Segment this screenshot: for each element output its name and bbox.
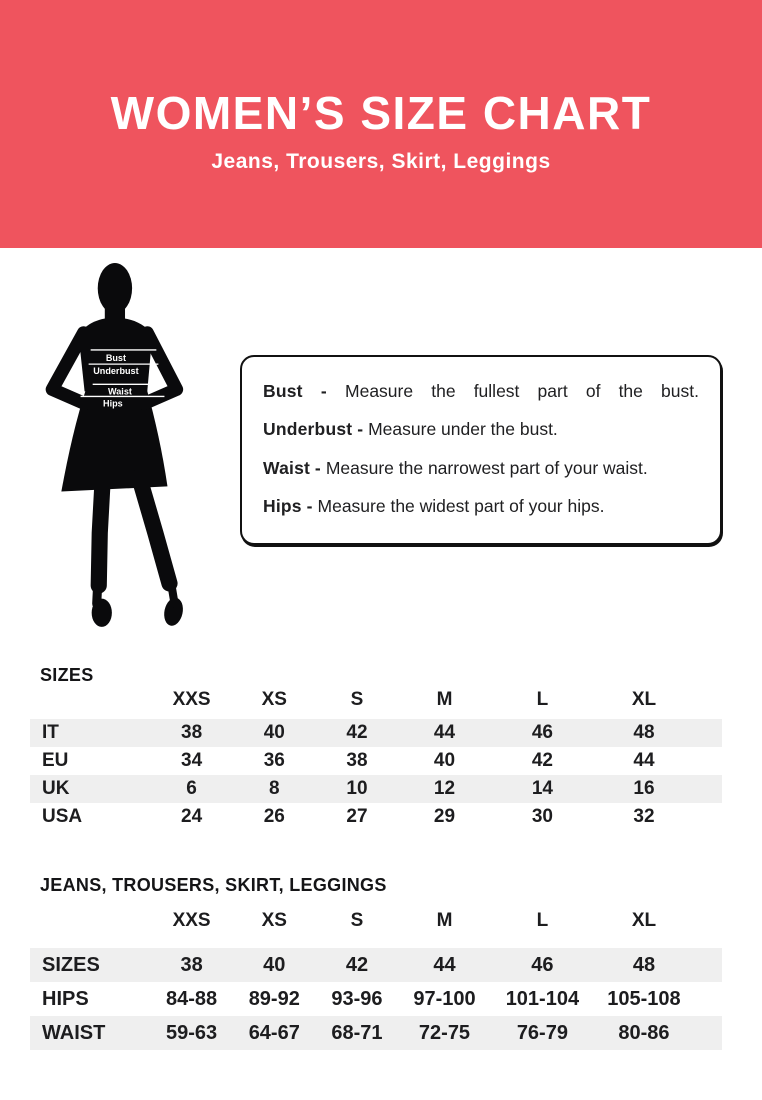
table-row-sizes: [30, 948, 722, 982]
size-cell: 76-79: [516, 1021, 568, 1044]
size-cell: 34: [181, 750, 203, 771]
size-cell: 42: [346, 722, 368, 743]
size-cell: 42: [531, 750, 553, 771]
size-cell: 6: [186, 778, 197, 799]
size-cell: 30: [531, 806, 553, 827]
column-header: L: [536, 689, 549, 710]
size-cell: 27: [346, 806, 368, 827]
size-cell: 68-71: [331, 1021, 383, 1044]
header-banner: [0, 0, 762, 248]
definition-dash: -: [357, 419, 364, 440]
size-cell: 29: [433, 806, 456, 827]
row-label: USA: [42, 806, 83, 827]
size-cell: 42: [345, 953, 369, 976]
row-label: IT: [42, 722, 59, 743]
sizes-table-header-row: [30, 689, 722, 719]
size-cell: 32: [633, 806, 655, 827]
size-cell: 38: [346, 750, 368, 771]
size-cell: 59-63: [166, 1021, 218, 1044]
table-row-eu: [30, 747, 722, 775]
column-header: XXS: [172, 910, 211, 931]
table-row-it: [30, 719, 722, 747]
garment-table-title: JEANS, TROUSERS, SKIRT, LEGGINGS: [40, 875, 387, 895]
definition-term: Hips: [263, 495, 302, 516]
underbust-mark-label: Underbust: [93, 366, 139, 377]
size-cell: 40: [433, 750, 456, 771]
size-cell: 97-100: [413, 987, 476, 1010]
size-cell: 8: [268, 778, 280, 799]
measurement-definitions-box: [240, 355, 722, 545]
definition-waist: [263, 459, 699, 478]
definition-dash: -: [306, 495, 313, 516]
size-cell: 101-104: [505, 987, 580, 1010]
size-cell: 24: [181, 806, 203, 827]
size-cell: 80-86: [618, 1021, 670, 1044]
hips-mark-label: Hips: [103, 398, 123, 409]
column-header: XL: [631, 910, 657, 931]
row-label: SIZES: [42, 953, 100, 976]
definition-underbust: [263, 420, 699, 439]
size-cell: 44: [433, 722, 456, 743]
size-cell: 38: [181, 722, 203, 743]
size-cell: 46: [531, 722, 553, 743]
sizes-table-title: SIZES: [40, 665, 94, 685]
table-row-uk: [30, 775, 722, 803]
bust-mark-label: Bust: [105, 353, 127, 364]
definition-text: Measure the widest part of your hips.: [317, 495, 605, 516]
column-header: M: [436, 689, 453, 710]
size-cell: 12: [433, 778, 456, 799]
size-cell: 64-67: [248, 1021, 300, 1044]
size-cell: 40: [263, 722, 285, 743]
column-header: XS: [261, 910, 287, 931]
size-cell: 44: [433, 953, 456, 976]
table-row-waist: [30, 1016, 722, 1050]
table-row-usa: [30, 803, 722, 831]
definition-dash: -: [320, 381, 327, 401]
definition-dash: -: [314, 457, 321, 478]
row-label: HIPS: [42, 987, 89, 1010]
row-label: EU: [42, 750, 69, 771]
row-label: UK: [42, 778, 70, 799]
woman-silhouette-illustration: [40, 260, 206, 634]
size-cell: 105-108: [607, 987, 681, 1010]
size-cell: 48: [632, 953, 656, 976]
definition-bust: [263, 382, 699, 401]
page-title: WOMEN’S SIZE CHART: [110, 87, 652, 139]
column-header: L: [536, 910, 549, 931]
definition-text: Measure the narrowest part of your waist.: [325, 457, 648, 478]
definition-term: Waist: [263, 457, 311, 478]
corner-cell: [30, 689, 150, 719]
garment-table-header-row: [30, 910, 722, 948]
size-cell: 40: [263, 953, 286, 976]
sizes-table: [30, 689, 722, 831]
column-header: S: [350, 689, 364, 710]
waist-mark-label: Waist: [108, 386, 132, 397]
size-cell: 46: [531, 953, 554, 976]
garment-table: [30, 910, 722, 1050]
size-cell: 38: [180, 953, 203, 976]
column-header: XS: [261, 689, 287, 710]
size-tables-section: [0, 658, 762, 1050]
size-cell: 16: [633, 778, 655, 799]
corner-cell: [30, 910, 150, 948]
size-cell: 93-96: [331, 987, 383, 1010]
definition-term: Underbust: [263, 419, 353, 440]
column-header: M: [436, 910, 453, 931]
size-cell: 14: [531, 778, 553, 799]
column-header: XXS: [172, 689, 211, 710]
column-header: S: [350, 910, 364, 931]
definition-text: Measure the fullest part of the bust.: [345, 381, 699, 401]
size-cell: 72-75: [418, 1021, 471, 1044]
size-cell: 89-92: [248, 987, 300, 1010]
table-row-hips: [30, 982, 722, 1016]
size-cell: 44: [633, 750, 655, 771]
size-cell: 84-88: [166, 987, 218, 1010]
row-label: WAIST: [42, 1021, 106, 1044]
size-cell: 10: [346, 778, 368, 799]
measurement-guide-section: [0, 248, 762, 658]
definition-term: Bust: [263, 381, 303, 401]
size-cell: 48: [633, 722, 655, 743]
column-header: XL: [631, 689, 657, 710]
size-cell: 26: [263, 806, 285, 827]
definition-text: Measure under the bust.: [368, 419, 558, 440]
definition-hips: [263, 497, 699, 516]
page-subtitle: Jeans, Trousers, Skirt, Leggings: [211, 150, 551, 173]
size-cell: 36: [263, 750, 285, 771]
